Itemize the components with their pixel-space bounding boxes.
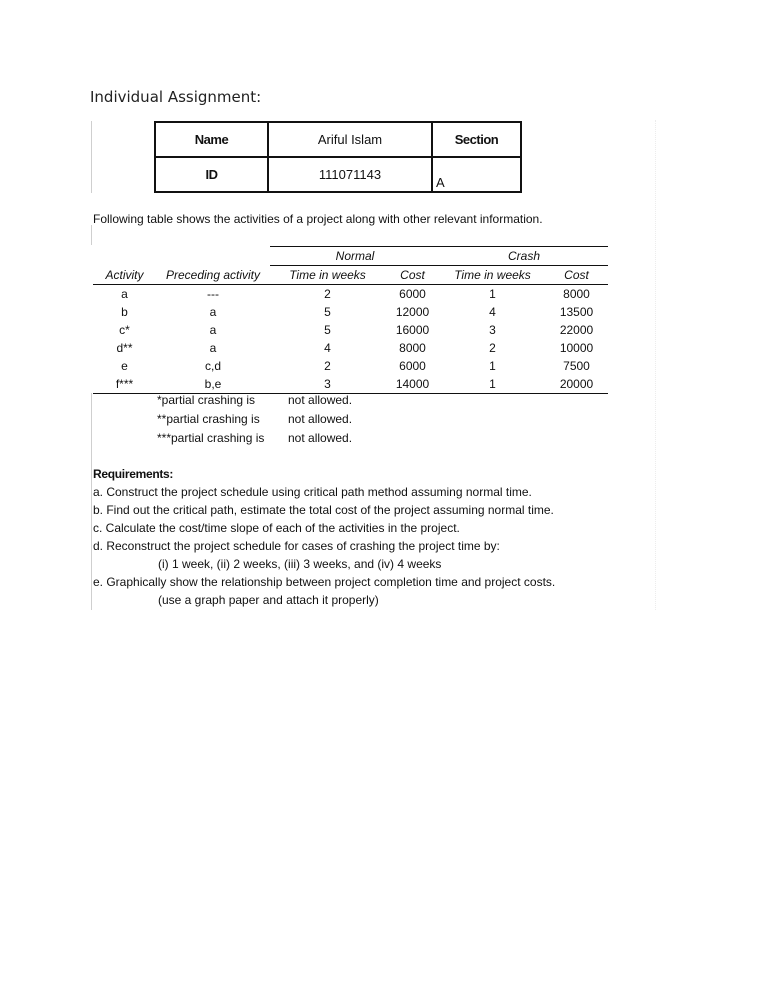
col-header: Time in weeks [440, 266, 545, 285]
table-cell: 6000 [399, 287, 426, 301]
table-cell: 4 [324, 341, 331, 355]
note-row [157, 412, 352, 431]
table-cell: a [121, 287, 128, 301]
note-row [157, 431, 352, 450]
name-label: Name [155, 122, 268, 157]
sheet-guide-line [91, 393, 92, 453]
sheet-guide-line [91, 225, 92, 245]
table-cell: 3 [489, 323, 496, 337]
table-cell: b [121, 305, 128, 319]
table-cell: 3 [270, 375, 385, 394]
table-cell: b,e [156, 375, 270, 394]
requirement-item: d. Reconstruct the project schedule for cases of crashing the project time by: [93, 539, 500, 553]
table-cell: 10000 [559, 341, 594, 355]
section-value: A [436, 175, 445, 190]
table-cell: 5 [324, 323, 331, 337]
col-header: Preceding activity [156, 266, 270, 285]
table-cell: 2 [324, 359, 331, 373]
student-info-table [154, 121, 522, 193]
table-cell: 6000 [399, 359, 426, 373]
requirement-subitem: (i) 1 week, (ii) 2 weeks, (iii) 3 weeks, and (iv) 4 weeks [158, 557, 442, 571]
table-cell: 1 [440, 375, 545, 394]
table-cell: e [121, 359, 128, 373]
table-cell: 2 [324, 287, 331, 301]
col-header: Activity [93, 266, 156, 285]
col-header: Cost [545, 266, 608, 285]
table-row [93, 303, 608, 321]
table-row [93, 339, 608, 357]
table-cell: 2 [489, 341, 496, 355]
table-cell: a [209, 323, 217, 337]
table-cell: 8000 [563, 287, 590, 301]
table-cell: 4 [489, 305, 496, 319]
table-cell: 12000 [395, 305, 430, 319]
table-cell: 8000 [399, 341, 426, 355]
activities-table [93, 246, 608, 394]
table-cell: c,d [204, 359, 221, 373]
name-value: Ariful Islam [268, 122, 432, 157]
page-title: Individual Assignment: [90, 88, 262, 106]
table-row [93, 321, 608, 339]
id-label: ID [155, 157, 268, 192]
intro-text: Following table shows the activities of a project along with other relevant information. [93, 212, 543, 226]
note-text: not allowed. [288, 431, 353, 445]
page-margin-guide [655, 120, 657, 610]
table-cell: 22000 [559, 323, 594, 337]
section-label: Section [432, 122, 521, 157]
section-value-cell [432, 157, 521, 192]
column-header-row [93, 266, 608, 285]
table-cell: 7500 [563, 359, 590, 373]
table-cell: a [209, 305, 217, 319]
table-cell: 5 [324, 305, 331, 319]
requirements-title: Requirements: [93, 467, 174, 481]
table-cell: 1 [489, 287, 496, 301]
sheet-guide-line [91, 450, 92, 610]
crashing-notes [157, 393, 352, 450]
table-row [93, 357, 608, 375]
requirement-item: e. Graphically show the relationship between project completion time and project costs. [93, 575, 556, 589]
table-cell: a [209, 341, 217, 355]
requirement-item: b. Find out the critical path, estimate the total cost of the project assuming normal time. [93, 503, 554, 517]
table-cell: 13500 [559, 305, 594, 319]
table-cell: 20000 [545, 375, 608, 394]
col-header: Time in weeks [270, 266, 385, 285]
group-crash: Crash [440, 247, 608, 266]
table-cell: --- [207, 287, 219, 301]
group-header-row [93, 247, 608, 266]
table-cell: d** [116, 341, 133, 355]
table-cell: 1 [489, 359, 496, 373]
requirement-subitem: (use a graph paper and attach it properly) [158, 593, 379, 607]
note-text: *partial crashing is [157, 393, 256, 407]
table-cell: f*** [93, 375, 156, 394]
note-text: ***partial crashing is [157, 431, 265, 445]
col-header: Cost [385, 266, 440, 285]
group-normal: Normal [270, 247, 440, 266]
table-row [93, 375, 608, 394]
note-text: not allowed. [288, 393, 353, 407]
requirement-item: a. Construct the project schedule using critical path method assuming normal time. [93, 485, 532, 499]
table-cell: c* [119, 323, 130, 337]
note-text: **partial crashing is [157, 412, 260, 426]
requirements-section [93, 467, 555, 609]
id-value: 111071143 [268, 157, 432, 192]
note-row [157, 393, 352, 412]
requirement-item: c. Calculate the cost/time slope of each of the activities in the project. [93, 521, 460, 535]
table-cell: 16000 [395, 323, 430, 337]
table-cell: 14000 [385, 375, 440, 394]
table-row [93, 285, 608, 304]
note-text: not allowed. [288, 412, 353, 426]
sheet-guide-line [91, 121, 92, 193]
